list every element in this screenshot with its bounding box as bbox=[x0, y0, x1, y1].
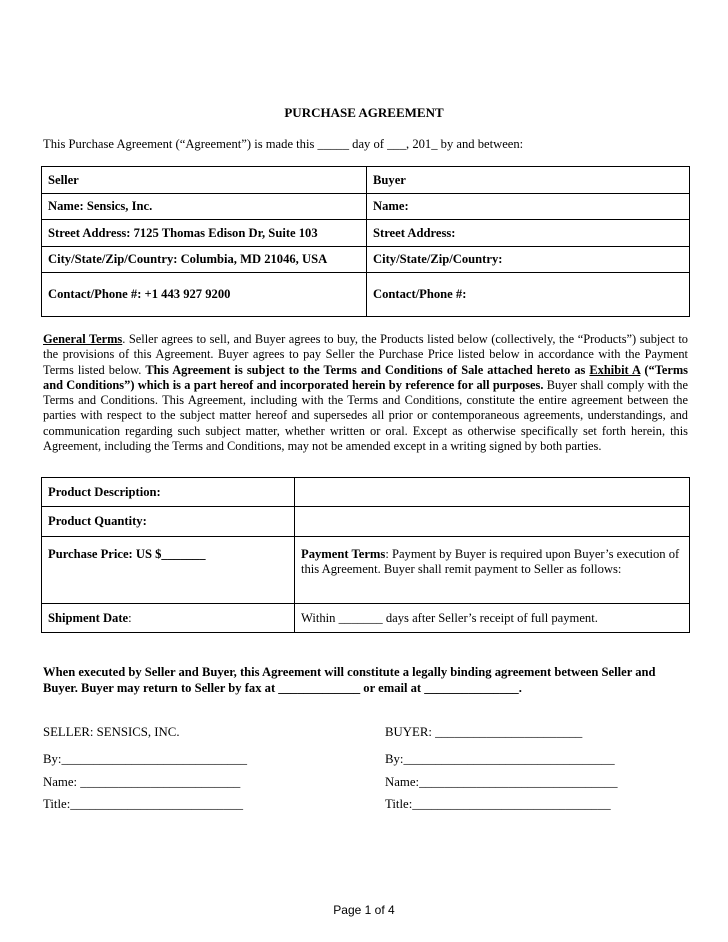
seller-by-line: By:_____________________________ bbox=[43, 752, 248, 766]
general-terms-heading: General Terms bbox=[43, 332, 123, 346]
general-terms-bold-2: (“Terms and Conditions”) which is a part hereof and incorporated herein by reference for all purposes. bbox=[43, 362, 688, 392]
seller-title-line: Title:___________________________ bbox=[43, 797, 244, 811]
intro-paragraph: This Purchase Agreement (“Agreement”) is made this _____ day of ___, 201_ by and between: bbox=[43, 137, 524, 151]
buyer-by-line: By:_________________________________ bbox=[385, 752, 615, 766]
product-description-label: Product Description: bbox=[42, 478, 295, 507]
buyer-header: Buyer bbox=[367, 167, 690, 194]
page-number: Page 1 of 4 bbox=[333, 903, 395, 917]
general-terms-paragraph bbox=[43, 332, 688, 454]
shipment-date-label: Shipment Date bbox=[48, 610, 129, 625]
product-table bbox=[41, 477, 690, 633]
buyer-city-state: City/State/Zip/Country: bbox=[367, 247, 690, 273]
binding-agreement-paragraph: When executed by Seller and Buyer, this Agreement will constitute a legally binding agreement between Seller and Buyer. Buyer may return to Seller by fax at _____________ or email at _______________. bbox=[43, 665, 656, 695]
document-title: PURCHASE AGREEMENT bbox=[284, 105, 444, 120]
product-quantity-label: Product Quantity: bbox=[42, 507, 295, 537]
buyer-street-address: Street Address: bbox=[367, 220, 690, 247]
party-table bbox=[41, 166, 690, 317]
product-description-value bbox=[295, 478, 690, 507]
payment-terms-cell bbox=[295, 537, 690, 604]
exhibit-a-reference: Exhibit A bbox=[589, 362, 641, 377]
general-terms-text-2: Buyer shall comply with the Terms and Conditions. This Agreement, including with the Terms and Conditions, constitute the entire agreement between the parties with respect to the subject matter hereof and supersedes all prior or contemporaneous agreements, understandings, and communication regarding such subject matter, whether written or oral. Except as otherwise specifically set forth herein, this Agreement, including the Terms and Conditions, may not be amended except in a writing signed by both parties. bbox=[43, 377, 688, 454]
seller-contact-phone: Contact/Phone #: +1 443 927 9200 bbox=[42, 273, 367, 317]
payment-terms-text: : Payment by Buyer is required upon Buyer’s execution of this Agreement. Buyer shall remit payment to Seller as follows: bbox=[301, 547, 680, 576]
shipment-date-cell bbox=[42, 604, 295, 633]
seller-signature-title: SELLER: SENSICS, INC. bbox=[43, 725, 180, 739]
seller-header: Seller bbox=[42, 167, 367, 194]
product-quantity-value bbox=[295, 507, 690, 537]
buyer-title-line: Title:_______________________________ bbox=[385, 797, 611, 811]
seller-name-line: Name: _________________________ bbox=[43, 775, 241, 789]
seller-street-address: Street Address: 7125 Thomas Edison Dr, Suite 103 bbox=[42, 220, 367, 247]
seller-city-state: City/State/Zip/Country: Columbia, MD 21046, USA bbox=[42, 247, 367, 273]
purchase-price-label: Purchase Price: US $_______ bbox=[42, 537, 295, 604]
general-terms-text-1: . Seller agrees to sell, and Buyer agrees to buy, the Products listed below (collectively, the “Products”) subject to the provisions of this Agreement. Buyer agrees to pay Seller the Purchase Price listed below in accordance with the Payment Terms listed below. bbox=[43, 332, 688, 377]
payment-terms-label: Payment Terms bbox=[301, 547, 386, 561]
shipment-date-colon: : bbox=[128, 610, 132, 625]
buyer-name-line: Name:_______________________________ bbox=[385, 775, 618, 789]
buyer-name: Name: bbox=[367, 194, 690, 220]
seller-name: Name: Sensics, Inc. bbox=[42, 194, 367, 220]
general-terms-bold-1: This Agreement is subject to the Terms and Conditions of Sale attached hereto as bbox=[145, 362, 590, 377]
shipment-date-value: Within _______ days after Seller’s receipt of full payment. bbox=[295, 604, 690, 633]
buyer-contact-phone: Contact/Phone #: bbox=[367, 273, 690, 317]
buyer-signature-title: BUYER: _______________________ bbox=[385, 725, 583, 739]
